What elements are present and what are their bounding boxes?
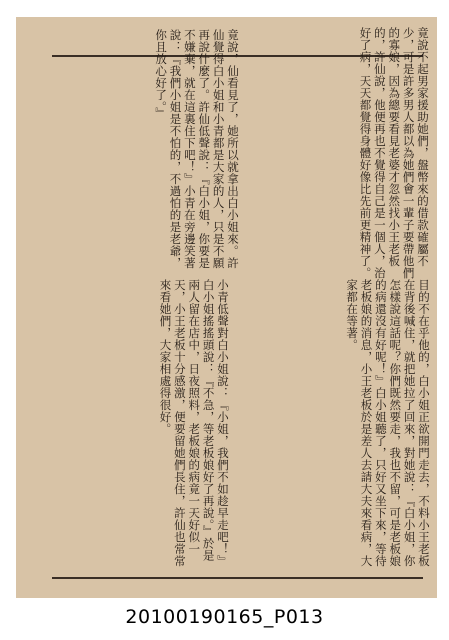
text-block-bottom-left: 小青低聲對白小姐說：『小姐，我們不如趁早走吧！』白小姐搖搖頭說：『不急，等老板娘好了再說。』於是兩人留在店中，日夜照料，老板娘的病竟一天好似一天，小王老板十分感激，便要留她們長住，許仙也常常來看她們，大家相處得很好。 [158, 279, 230, 567]
image-caption: 20100190165_P013 [125, 606, 324, 628]
scanned-page [16, 17, 437, 598]
text-block-top-left: 竟說，仙看見了，她所以就拿出白小姐來。許仙覺得白小姐和小青都是大家的人，只是不願再說什麼了。許仙低聲說：『白小姐，你要是不嫌棄，就在這裏住下吧！』小青在旁邊笑著說：『我們小姐是不怕的，不過怕的是老爺，你且放心好了。』 [154, 29, 240, 269]
text-block-bottom-right: 目的不在乎他的，白小姐正欲開門走去，不料小王老板在背後喊住，就把她拉了回來，對她說：『白小姐，你怎樣說這話呢？你們既然要走，我也不留，可是老板娘的病還沒有好呢！』白小姐聽了，只好又坐下來，等待老板娘的消息，小王老板於是差人去請大夫來看病，大家都在等著。 [345, 279, 431, 567]
text-block-top-right: 竟說不起男家援助她們，盤幣來的借款確屬不少，可是許多男人都以為她們會一輩子要帶他們的寡娘，因為總要看見老婆才忽然找小王老板的，許仙說，他便再也不覺得自己是一個人，治好了病，天天都覺得身體好像比先前更精神了。 [358, 27, 430, 279]
bottom-rule-line [52, 577, 423, 579]
